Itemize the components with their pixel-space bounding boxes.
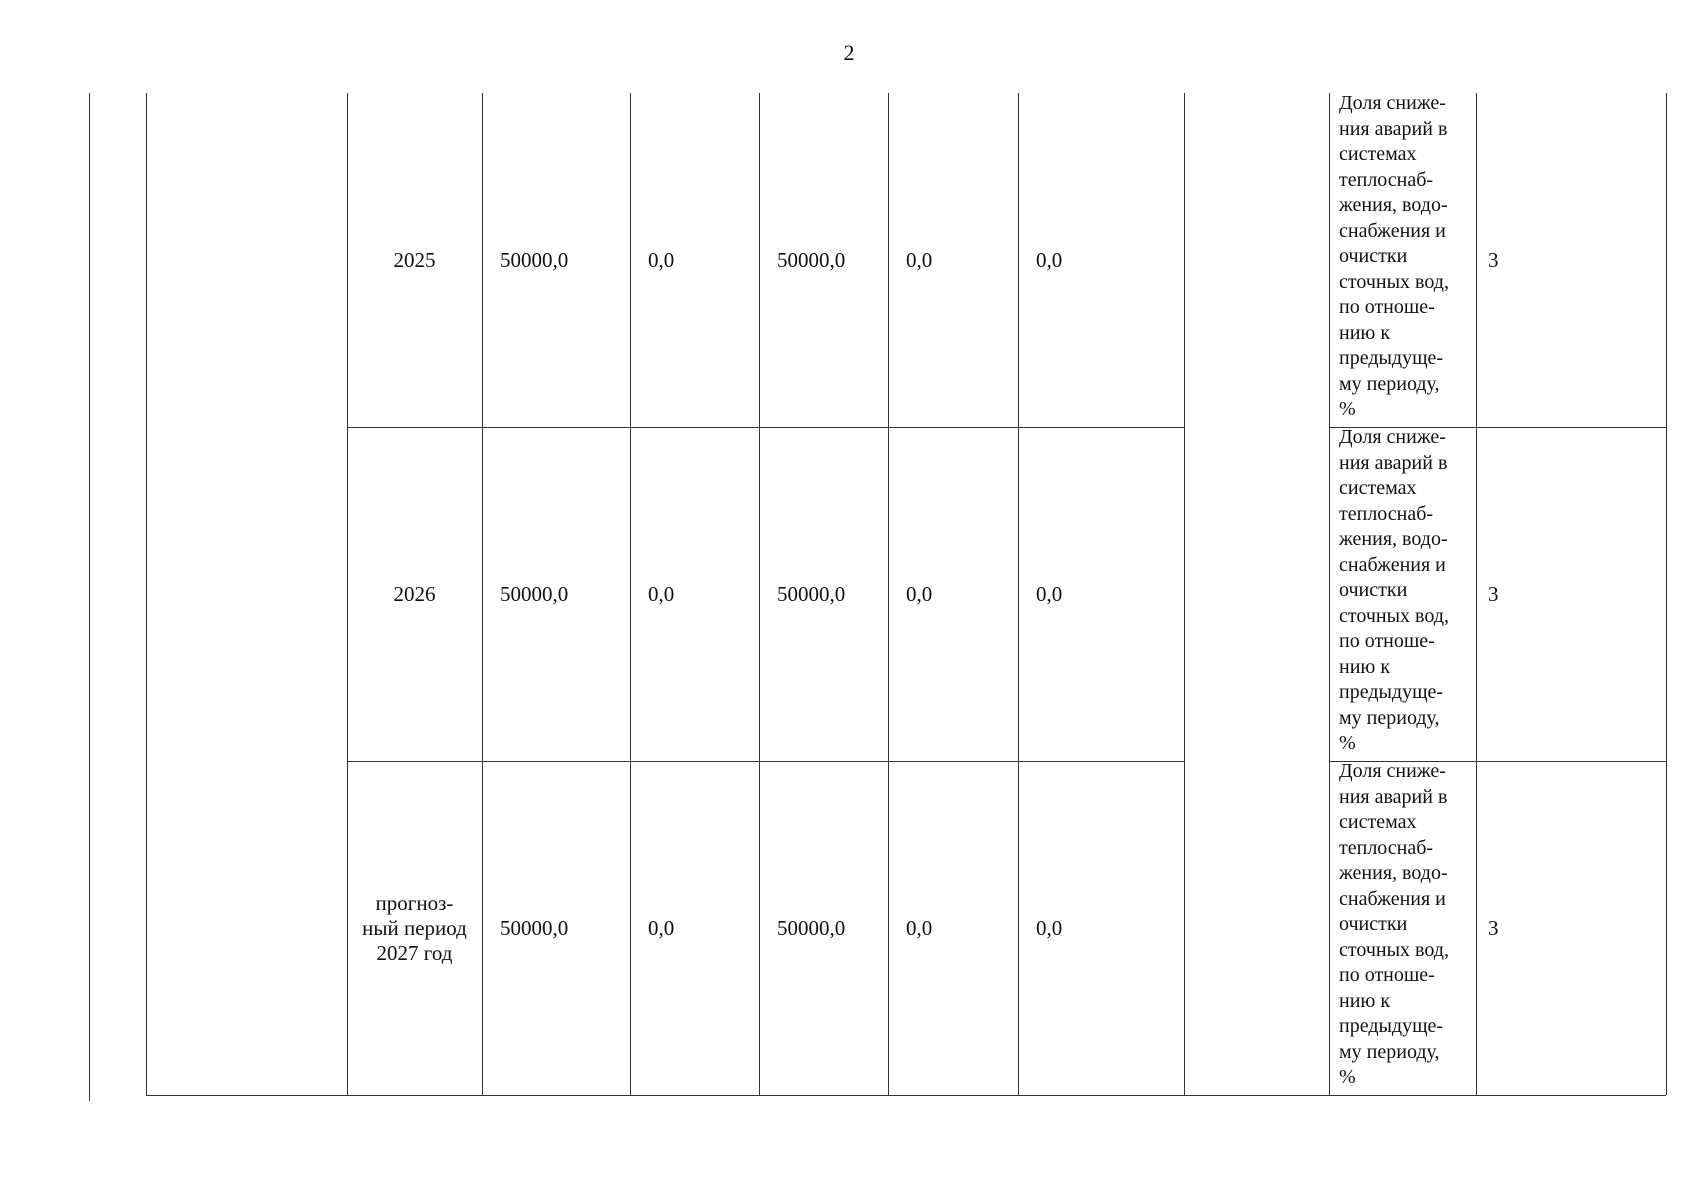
value-cell: 50000,0	[777, 247, 846, 272]
indicator-line: жения, водо-	[1339, 194, 1448, 216]
indicator-line: сточных вод,	[1339, 938, 1449, 961]
indicator-cell	[1329, 91, 1476, 423]
indicator-line: снабжения и	[1339, 553, 1446, 576]
indicator-line: му периоду,	[1339, 372, 1440, 395]
indicator-line: снабжения и	[1339, 887, 1446, 910]
indicator-line: очистки	[1339, 579, 1408, 601]
indicator-line: очистки	[1339, 245, 1408, 267]
indicator-line: сточных вод,	[1339, 604, 1449, 627]
value-cell: 0,0	[648, 247, 675, 272]
period-cell: прогноз- ный период 2027 год	[362, 890, 467, 965]
value-cell: 0,0	[906, 581, 933, 606]
value-cell: 50000,0	[777, 915, 846, 940]
indicator-line: му периоду,	[1339, 706, 1440, 729]
value-cell: 0,0	[1036, 915, 1063, 940]
value-cell: 0,0	[906, 915, 933, 940]
column-border	[1184, 93, 1185, 1095]
total-cell: 50000,0	[500, 915, 569, 940]
indicator-line: нию к	[1339, 989, 1391, 1012]
indicator-line: ния аварий в	[1339, 117, 1448, 140]
indicator-line: %	[1339, 398, 1356, 420]
indicator-line: му периоду,	[1339, 1040, 1440, 1063]
value-cell: 0,0	[1036, 247, 1063, 272]
total-cell: 50000,0	[500, 247, 569, 272]
indicator-line: Доля сниже-	[1339, 92, 1446, 114]
value-cell: 0,0	[1036, 581, 1063, 606]
target-cell: 3	[1488, 581, 1499, 606]
page-number: 2	[843, 40, 855, 65]
indicator-line: предыдуще-	[1339, 347, 1444, 369]
indicator-line: системах	[1339, 477, 1417, 499]
indicator-line: теплоснаб-	[1339, 168, 1434, 191]
indicator-line: Доля сниже-	[1339, 760, 1446, 782]
indicator-cell	[1329, 759, 1476, 1091]
indicator-line: очистки	[1339, 913, 1408, 935]
value-cell: 0,0	[648, 915, 675, 940]
indicator-line: нию к	[1339, 655, 1391, 678]
total-cell: 50000,0	[500, 581, 569, 606]
period-cell: 2026	[393, 581, 436, 606]
column-border	[146, 93, 147, 1095]
indicator-line: предыдуще-	[1339, 681, 1444, 703]
indicator-line: жения, водо-	[1339, 528, 1448, 550]
indicator-line: по отноше-	[1339, 964, 1435, 986]
value-cell: 50000,0	[777, 581, 846, 606]
value-cell: 0,0	[906, 247, 933, 272]
indicator-line: предыдуще-	[1339, 1015, 1444, 1037]
target-cell: 3	[1488, 915, 1499, 940]
indicator-line: системах	[1339, 811, 1417, 833]
table-bottom-border	[146, 1095, 1666, 1096]
indicator-line: Доля сниже-	[1339, 426, 1446, 448]
indicator-line: ния аварий в	[1339, 451, 1448, 474]
indicator-line: жения, водо-	[1339, 862, 1448, 884]
indicator-line: по отноше-	[1339, 630, 1435, 652]
column-border	[1666, 93, 1667, 1095]
indicator-line: нию к	[1339, 321, 1391, 344]
indicator-line: по отноше-	[1339, 296, 1435, 318]
target-cell: 3	[1488, 247, 1499, 272]
indicator-line: теплоснаб-	[1339, 836, 1434, 859]
indicator-line: сточных вод,	[1339, 270, 1449, 293]
indicator-line: %	[1339, 1066, 1356, 1088]
indicator-line: теплоснаб-	[1339, 502, 1434, 525]
indicator-line: системах	[1339, 143, 1417, 165]
indicator-line: ния аварий в	[1339, 785, 1448, 808]
period-cell: 2025	[393, 247, 436, 272]
indicator-line: %	[1339, 732, 1356, 754]
value-cell: 0,0	[648, 581, 675, 606]
column-border	[89, 93, 90, 1101]
indicator-cell	[1329, 425, 1476, 757]
indicator-line: снабжения и	[1339, 219, 1446, 242]
